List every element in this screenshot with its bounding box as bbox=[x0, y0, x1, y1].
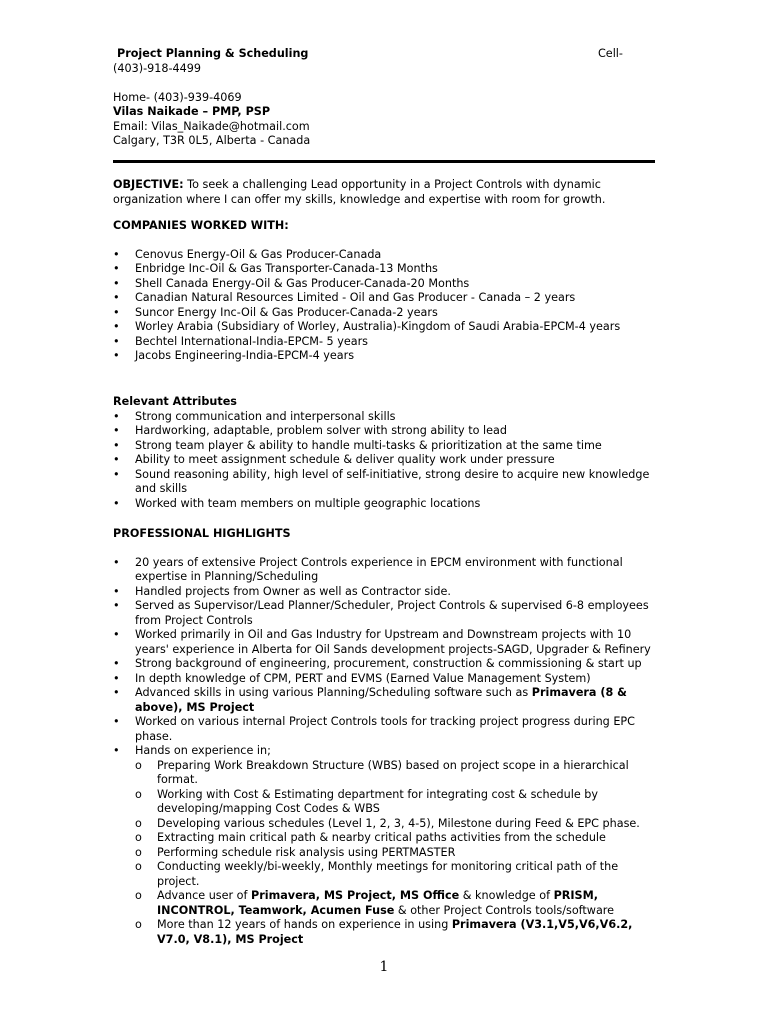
bullet-icon: • bbox=[113, 409, 120, 423]
list-item-text: Worked primarily in Oil and Gas Industry for Upstream and Downstream projects with 10 years' experience in Alberta for Oil Sands development projects-SAGD, Upgrader & Refinery bbox=[135, 628, 651, 656]
objective-section bbox=[113, 178, 658, 207]
bullet-icon: • bbox=[113, 305, 120, 319]
list-item bbox=[113, 599, 658, 628]
list-item-text: Ability to meet assignment schedule & deliver quality work under pressure bbox=[135, 453, 555, 466]
header-title-line bbox=[113, 47, 658, 62]
list-item-text: Enbridge Inc-Oil & Gas Transporter-Canada-13 Months bbox=[135, 262, 438, 275]
list-item bbox=[113, 468, 658, 497]
list-item-text: Served as Supervisor/Lead Planner/Scheduler, Project Controls & supervised 6-8 employees from Project Controls bbox=[135, 599, 649, 627]
header-block bbox=[113, 47, 658, 149]
list-item-text: Primavera (8 & above), MS Project bbox=[135, 686, 627, 714]
list-item bbox=[135, 759, 658, 788]
list-item-text: Conducting weekly/bi-weekly, Monthly meetings for monitoring critical path of the project. bbox=[157, 860, 619, 888]
list-item bbox=[113, 262, 658, 277]
bullet-icon: • bbox=[113, 453, 120, 466]
list-item-text: Hands on experience in; bbox=[135, 744, 271, 757]
list-item-text: Hardworking, adaptable, problem solver with strong ability to lead bbox=[135, 424, 507, 437]
circle-bullet-icon: o bbox=[135, 831, 142, 844]
list-item-text: Advanced skills in using various Planning/Scheduling software such as bbox=[135, 686, 532, 699]
list-item bbox=[135, 817, 658, 832]
list-item bbox=[135, 889, 658, 918]
companies-list bbox=[113, 248, 658, 364]
bullet-icon: • bbox=[113, 628, 120, 641]
list-item bbox=[113, 320, 658, 335]
list-item-text: Strong communication and interpersonal skills bbox=[135, 409, 396, 423]
list-item-text: Suncor Energy Inc-Oil & Gas Producer-Canada-2 years bbox=[135, 305, 438, 319]
list-item bbox=[113, 453, 658, 468]
list-item-text: Advance user of bbox=[157, 889, 252, 902]
list-item-text: Working with Cost & Estimating department for integrating cost & schedule by developing/mapping Cost Codes & WBS bbox=[157, 787, 598, 815]
list-item-text: Worley Arabia (Subsidiary of Worley, Australia)-Kingdom of Saudi Arabia-EPCM-4 years bbox=[135, 320, 621, 333]
highlights-heading: PROFESSIONAL HIGHLIGHTS bbox=[113, 527, 291, 540]
bullet-icon: • bbox=[113, 744, 120, 757]
list-item bbox=[113, 424, 658, 439]
list-item bbox=[135, 918, 658, 947]
list-item-text: Canadian Natural Resources Limited - Oil and Gas Producer - Canada – 2 years bbox=[135, 291, 576, 304]
hands-on-sublist bbox=[135, 759, 658, 948]
list-item-text: Strong background of engineering, procurement, construction & commissioning & start up bbox=[135, 657, 642, 670]
list-item bbox=[113, 291, 658, 306]
header-divider bbox=[113, 160, 655, 163]
list-item-text: & knowledge of bbox=[459, 889, 554, 902]
bullet-icon: • bbox=[113, 715, 120, 728]
bullet-icon: • bbox=[113, 291, 120, 304]
circle-bullet-icon: o bbox=[135, 816, 142, 830]
candidate-name: Vilas Naikade – PMP, PSP bbox=[113, 105, 271, 118]
list-item-text: Cenovus Energy-Oil & Gas Producer-Canada bbox=[135, 247, 382, 261]
bullet-icon: • bbox=[113, 438, 120, 452]
highlights-section bbox=[113, 527, 658, 947]
list-item bbox=[113, 672, 658, 687]
bullet-icon: • bbox=[113, 599, 120, 612]
list-item bbox=[113, 744, 658, 947]
home-phone: Home- (403)-939-4069 bbox=[113, 90, 242, 104]
list-item bbox=[135, 860, 658, 889]
list-item bbox=[113, 248, 658, 263]
bullet-icon: • bbox=[113, 334, 120, 348]
bullet-icon: • bbox=[113, 320, 120, 333]
list-item-text: 20 years of extensive Project Controls experience in EPCM environment with functional expertise in Planning/Scheduling bbox=[135, 555, 623, 583]
bullet-icon: • bbox=[113, 657, 120, 670]
list-item bbox=[135, 846, 658, 861]
bullet-icon: • bbox=[113, 671, 120, 685]
list-item bbox=[113, 410, 658, 425]
address-line: Calgary, T3R 0L5, Alberta - Canada bbox=[113, 134, 311, 147]
list-item bbox=[135, 788, 658, 817]
circle-bullet-icon: o bbox=[135, 845, 142, 859]
list-item-text: More than 12 years of hands on experience in using bbox=[157, 918, 452, 931]
list-item-text: Jacobs Engineering-India-EPCM-4 years bbox=[135, 349, 355, 362]
bullet-icon: • bbox=[113, 276, 120, 290]
list-item-text: Worked with team members on multiple geographic locations bbox=[135, 496, 481, 510]
attributes-list bbox=[113, 410, 658, 512]
list-item-text: Bechtel International-India-EPCM- 5 years bbox=[135, 334, 368, 348]
page-number: 1 bbox=[379, 959, 389, 975]
list-item bbox=[113, 585, 658, 600]
list-item bbox=[113, 657, 658, 672]
circle-bullet-icon: o bbox=[135, 758, 142, 772]
list-item-text: Handled projects from Owner as well as Contractor side. bbox=[135, 584, 451, 598]
objective-label: OBJECTIVE: bbox=[113, 178, 184, 191]
companies-heading: COMPANIES WORKED WITH: bbox=[113, 219, 289, 232]
list-item-text: Preparing Work Breakdown Structure (WBS) based on project scope in a hierarchical format. bbox=[157, 758, 629, 786]
circle-bullet-icon: o bbox=[135, 889, 142, 902]
bullet-icon: • bbox=[113, 424, 120, 437]
circle-bullet-icon: o bbox=[135, 860, 142, 873]
circle-bullet-icon: o bbox=[135, 787, 142, 801]
bullet-icon: • bbox=[113, 555, 120, 569]
list-item-text: Extracting main critical path & nearby critical paths activities from the schedule bbox=[157, 831, 606, 844]
objective-text-2: organization where I can offer my skills, knowledge and expertise with room for growth. bbox=[113, 192, 606, 206]
list-item-text: & other Project Controls tools/software bbox=[394, 903, 615, 917]
list-item bbox=[113, 686, 658, 715]
bullet-icon: • bbox=[113, 247, 120, 261]
bullet-icon: • bbox=[113, 262, 120, 275]
list-item-text: Primavera (V3.1,V5,V6,V6.2, V7.0, V8.1), MS Project bbox=[157, 918, 633, 946]
list-item bbox=[113, 497, 658, 512]
bullet-icon: • bbox=[113, 496, 120, 510]
circle-bullet-icon: o bbox=[135, 918, 142, 931]
header-title: Project Planning & Scheduling bbox=[117, 47, 309, 60]
cell-label: Cell- bbox=[598, 47, 623, 60]
companies-section bbox=[113, 219, 658, 364]
list-item bbox=[113, 715, 658, 744]
bullet-icon: • bbox=[113, 467, 120, 481]
list-item-text: Sound reasoning ability, high level of self-initiative, strong desire to acquire new knowledge and skills bbox=[135, 467, 650, 495]
list-item bbox=[113, 306, 658, 321]
list-item bbox=[113, 556, 658, 585]
list-item bbox=[113, 349, 658, 364]
bullet-icon: • bbox=[113, 584, 120, 598]
list-item bbox=[113, 335, 658, 350]
list-item-text: In depth knowledge of CPM, PERT and EVMS (Earned Value Management System) bbox=[135, 671, 591, 685]
objective-text-1: To seek a challenging Lead opportunity in a Project Controls with dynamic bbox=[183, 178, 601, 191]
cell-number: (403)-918-4499 bbox=[113, 61, 201, 75]
list-item-text: Worked on various internal Project Controls tools for tracking project progress during EPC phase. bbox=[135, 715, 635, 743]
list-item-text: Strong team player & ability to handle multi-tasks & prioritization at the same time bbox=[135, 438, 602, 452]
attributes-section bbox=[113, 395, 658, 511]
highlights-list bbox=[113, 556, 658, 948]
list-item bbox=[113, 439, 658, 454]
list-item-text: Primavera, MS Project, MS Office bbox=[251, 889, 460, 902]
list-item bbox=[113, 628, 658, 657]
list-item bbox=[135, 831, 658, 846]
bullet-icon: • bbox=[113, 349, 120, 362]
attributes-heading: Relevant Attributes bbox=[113, 395, 237, 408]
list-item-text: Performing schedule risk analysis using PERTMASTER bbox=[157, 845, 456, 859]
list-item-text: PRISM, INCONTROL, Teamwork, Acumen Fuse bbox=[157, 889, 598, 917]
list-item bbox=[113, 277, 658, 292]
bullet-icon: • bbox=[113, 686, 120, 699]
list-item-text: Shell Canada Energy-Oil & Gas Producer-Canada-20 Months bbox=[135, 276, 470, 290]
email-line: Email: Vilas_Naikade@hotmail.com bbox=[113, 119, 310, 133]
list-item-text: Developing various schedules (Level 1, 2, 3, 4-5), Milestone during Feed & EPC phase. bbox=[157, 816, 640, 830]
